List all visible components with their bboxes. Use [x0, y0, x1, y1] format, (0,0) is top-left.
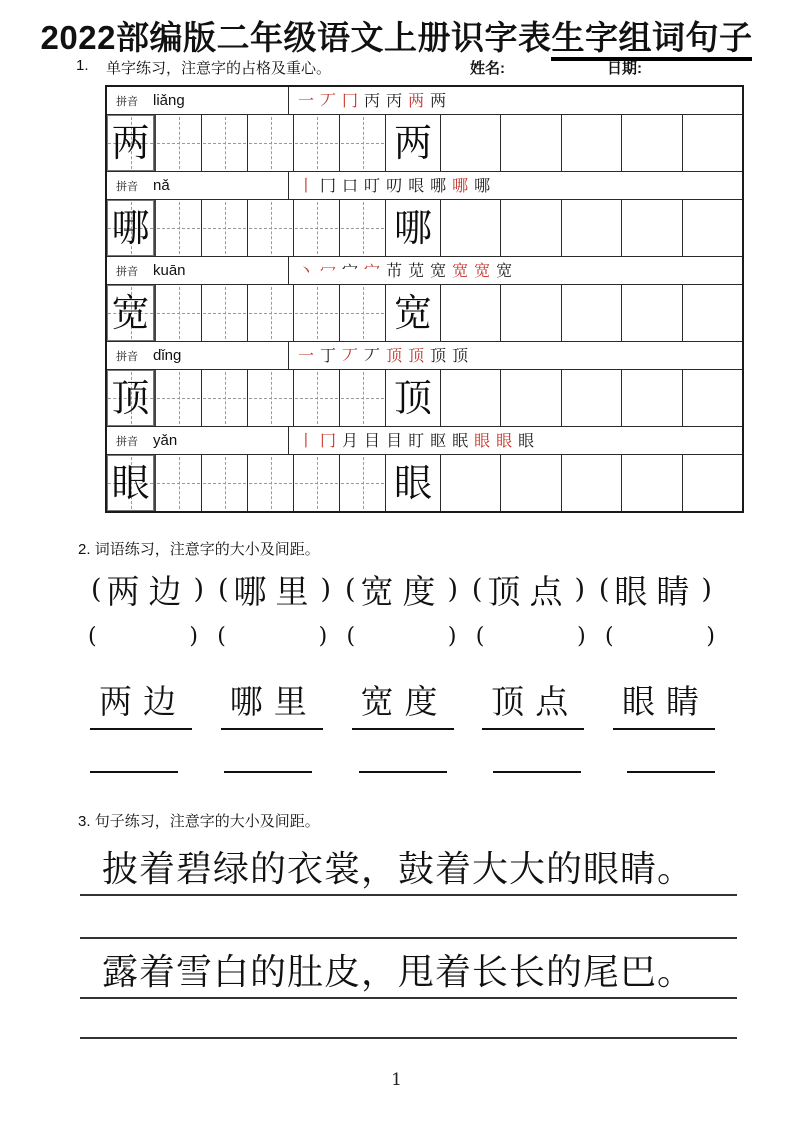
pinyin-row [107, 172, 742, 200]
pinyin-cell [107, 172, 289, 199]
stroke-glyph: 一 [298, 90, 315, 110]
word-item [342, 566, 461, 613]
pinyin-value: kuān [153, 262, 186, 279]
stroke-glyph: 两 [430, 90, 447, 110]
char-group [107, 172, 742, 257]
model-char-cell-2 [386, 455, 441, 511]
stroke-order [289, 87, 742, 114]
section1-number: 1. [76, 57, 89, 74]
close-paren: ) [701, 574, 712, 605]
open-paren: ( [605, 624, 614, 649]
word-text: 宽度 [360, 572, 445, 611]
stroke-glyph: 叨 [386, 175, 403, 195]
open-paren: ( [471, 574, 483, 605]
pinyin-row [107, 342, 742, 370]
stroke-glyph: 冖 [320, 260, 337, 280]
empty-cell [441, 200, 501, 256]
trace-cell [202, 115, 248, 171]
stroke-glyph: 哪 [430, 175, 447, 195]
stroke-glyph: 丙 [364, 90, 381, 110]
empty-cell [501, 285, 561, 341]
section3-number: 3. [78, 813, 91, 830]
model-char-cell-2 [386, 285, 441, 341]
word-item [596, 566, 715, 613]
stroke-glyph: 眼 [518, 430, 535, 450]
empty-cell [562, 200, 622, 256]
stroke-order [289, 342, 742, 369]
model-char: 顶 [111, 376, 150, 420]
blank-parens [605, 624, 715, 649]
trace-cell [248, 285, 294, 341]
pinyin-cell [107, 257, 289, 284]
word-item [215, 566, 334, 613]
pinyin-label: 拼音 [116, 180, 138, 193]
stroke-glyph: 宽 [474, 260, 491, 280]
empty-cell [683, 200, 742, 256]
model-char: 眼 [393, 461, 432, 505]
char-group [107, 342, 742, 427]
stroke-glyph: 丨 [298, 175, 315, 195]
name-label: 姓名: [470, 60, 505, 77]
empty-cell [683, 115, 742, 171]
stroke-glyph: 哪 [474, 175, 491, 195]
pinyin-value: nǎ [153, 177, 170, 194]
trace-cell [202, 455, 248, 511]
blank-word-lines-row [90, 770, 715, 773]
trace-cell [202, 370, 248, 426]
underlined-word: 哪里 [221, 676, 323, 730]
open-paren: ( [475, 624, 485, 649]
pinyin-cell [107, 342, 289, 369]
page-number: 1 [391, 1070, 402, 1090]
open-paren: ( [598, 574, 610, 605]
model-char-cell [107, 455, 156, 511]
sentence-text: 披着碧绿的衣裳，鼓着大大的眼睛。 [102, 849, 695, 891]
model-char: 两 [111, 121, 150, 165]
section2-title: 词语练习，注意字的大小及间距。 [94, 541, 320, 558]
pinyin-cell [107, 87, 289, 114]
empty-cell [441, 115, 501, 171]
trace-cell [294, 370, 340, 426]
blank-parens [217, 624, 327, 649]
word-text: 顶点 [487, 572, 572, 611]
stroke-glyph: 宽 [452, 260, 469, 280]
word-text: 眼睛 [614, 572, 699, 611]
stroke-glyph: 月 [342, 430, 359, 450]
stroke-glyph: 芇 [386, 260, 403, 280]
empty-cell [501, 370, 561, 426]
trace-cell [156, 285, 202, 341]
empty-cell [441, 370, 501, 426]
trace-cell [340, 285, 386, 341]
trace-cell [248, 115, 294, 171]
blank-sentence-line [80, 936, 737, 939]
section3-title: 句子练习，注意字的大小及间距。 [94, 813, 320, 830]
close-paren: ) [318, 624, 328, 649]
trace-cell [340, 370, 386, 426]
stroke-glyph: 冂 [342, 90, 359, 110]
pinyin-label: 拼音 [116, 435, 138, 448]
trace-cell [340, 200, 386, 256]
pinyin-cell [107, 427, 289, 454]
underlined-word: 顶点 [482, 676, 584, 730]
trace-cell [248, 370, 294, 426]
stroke-glyph: 哪 [452, 175, 469, 195]
stroke-glyph: 目 [364, 430, 381, 450]
empty-cell [501, 455, 561, 511]
stroke-glyph: 盯 [408, 430, 425, 450]
section1-title: 单字练习，注意字的占格及重心。 [106, 60, 332, 77]
section2-number: 2. [78, 541, 91, 558]
stroke-glyph: 丆 [364, 345, 381, 365]
pinyin-label: 拼音 [116, 350, 138, 363]
section3-heading [78, 810, 320, 831]
word-text: 哪里 [233, 572, 318, 611]
stroke-order [289, 427, 742, 454]
stroke-glyph: 顶 [408, 345, 425, 365]
model-char: 哪 [111, 206, 150, 250]
model-char-cell [107, 200, 156, 256]
stroke-glyph: 眼 [496, 430, 513, 450]
underlined-word: 眼睛 [613, 676, 715, 730]
stroke-glyph: 苋 [408, 260, 425, 280]
empty-cell [683, 285, 742, 341]
sentence-text: 露着雪白的肚皮，甩着长长的尾巴。 [102, 952, 695, 994]
stroke-glyph: 丨 [298, 430, 315, 450]
blank-line [90, 770, 178, 773]
underlined-words-row [90, 676, 715, 730]
trace-cell [294, 115, 340, 171]
empty-cell [501, 115, 561, 171]
model-char-cell [107, 370, 156, 426]
empty-cell [562, 285, 622, 341]
underlined-word: 两边 [90, 676, 192, 730]
open-paren: ( [344, 574, 356, 605]
empty-cell [622, 370, 682, 426]
model-char: 宽 [111, 291, 150, 335]
trace-cell [248, 200, 294, 256]
close-paren: ) [706, 624, 715, 649]
trace-cell [202, 285, 248, 341]
pinyin-value: yǎn [153, 432, 178, 449]
stroke-glyph: 两 [408, 90, 425, 110]
stroke-glyph: 顶 [386, 345, 403, 365]
empty-cell [622, 455, 682, 511]
stroke-glyph: 冂 [320, 175, 337, 195]
model-char: 两 [393, 121, 432, 165]
model-char-cell-2 [386, 200, 441, 256]
stroke-glyph: 哏 [408, 175, 425, 195]
char-group [107, 257, 742, 342]
close-paren: ) [577, 624, 586, 649]
trace-cell [156, 455, 202, 511]
pinyin-row [107, 257, 742, 285]
word-examples-row [88, 566, 715, 613]
close-paren: ) [447, 624, 457, 649]
practice-row [107, 115, 742, 172]
pinyin-label: 拼音 [116, 265, 138, 278]
section1-header [0, 57, 793, 77]
model-char-cell-2 [386, 370, 441, 426]
stroke-glyph: 眍 [430, 430, 447, 450]
empty-cell [683, 370, 742, 426]
stroke-glyph: 冂 [320, 430, 337, 450]
section2-heading [78, 538, 320, 559]
empty-cell [562, 455, 622, 511]
trace-cell [340, 115, 386, 171]
blank-parens [347, 624, 457, 649]
page-title-main: 2022部编版二年级语文上册识字表 [40, 19, 552, 56]
model-char: 宽 [393, 291, 432, 335]
char-group [107, 87, 742, 172]
blank-line [359, 770, 447, 773]
char-group [107, 427, 742, 511]
stroke-glyph: 丆 [342, 345, 359, 365]
pinyin-row [107, 427, 742, 455]
empty-cell [562, 115, 622, 171]
model-char-cell [107, 115, 156, 171]
stroke-glyph: 丶 [298, 260, 315, 280]
close-paren: ) [193, 574, 205, 605]
practice-row [107, 455, 742, 511]
empty-cell [622, 200, 682, 256]
close-paren: ) [447, 574, 459, 605]
stroke-glyph: 顶 [430, 345, 447, 365]
empty-cell [683, 455, 742, 511]
stroke-order [289, 172, 742, 199]
blank-line [224, 770, 312, 773]
stroke-glyph: 眠 [452, 430, 469, 450]
stroke-order [289, 257, 742, 284]
sentence-line [80, 840, 737, 896]
open-paren: ( [91, 574, 102, 605]
blank-line [493, 770, 581, 773]
stroke-glyph: 丁 [320, 345, 337, 365]
stroke-glyph: 宀 [342, 260, 359, 280]
pinyin-value: dǐng [153, 347, 182, 364]
open-paren: ( [88, 624, 97, 649]
empty-cell [441, 455, 501, 511]
empty-cell [501, 200, 561, 256]
stroke-glyph: 目 [386, 430, 403, 450]
empty-cell [562, 370, 622, 426]
close-paren: ) [574, 574, 585, 605]
character-practice-table [105, 85, 744, 513]
stroke-glyph: 叮 [364, 175, 381, 195]
practice-row [107, 200, 742, 257]
trace-cell [248, 455, 294, 511]
stroke-glyph: 口 [342, 175, 359, 195]
empty-cell [622, 115, 682, 171]
date-label: 日期: [607, 60, 642, 77]
pinyin-row [107, 87, 742, 115]
practice-row [107, 370, 742, 427]
pinyin-value: liǎng [153, 92, 185, 109]
stroke-glyph: 宀 [364, 260, 381, 280]
empty-cell [622, 285, 682, 341]
pinyin-label: 拼音 [116, 95, 138, 108]
model-char: 顶 [393, 376, 432, 420]
close-paren: ) [189, 624, 198, 649]
stroke-glyph: 丙 [386, 90, 403, 110]
model-char: 眼 [111, 461, 150, 505]
word-item [469, 566, 588, 613]
stroke-glyph: 顶 [452, 345, 469, 365]
empty-cell [441, 285, 501, 341]
trace-cell [294, 455, 340, 511]
blank-sentence-line [80, 1036, 737, 1039]
trace-cell [294, 200, 340, 256]
blank-line [627, 770, 715, 773]
underlined-word: 宽度 [352, 676, 454, 730]
model-char-cell [107, 285, 156, 341]
close-paren: ) [320, 574, 332, 605]
open-paren: ( [217, 624, 226, 649]
blank-parens [88, 624, 198, 649]
trace-cell [202, 200, 248, 256]
page-title-underlined: 生字组词句子 [551, 19, 752, 61]
trace-cell [156, 200, 202, 256]
word-item [88, 566, 207, 613]
page-title [0, 12, 793, 59]
stroke-glyph: 丆 [320, 90, 337, 110]
trace-cell [340, 455, 386, 511]
stroke-glyph: 宽 [430, 260, 447, 280]
sentence-line [80, 943, 737, 999]
word-text: 两边 [106, 572, 191, 611]
model-char: 哪 [393, 206, 432, 250]
trace-cell [294, 285, 340, 341]
practice-row [107, 285, 742, 342]
trace-cell [156, 115, 202, 171]
blank-parens-row [88, 624, 715, 649]
open-paren: ( [346, 624, 356, 649]
blank-parens [476, 624, 586, 649]
stroke-glyph: 宽 [496, 260, 513, 280]
trace-cell [156, 370, 202, 426]
stroke-glyph: 眼 [474, 430, 491, 450]
stroke-glyph: 一 [298, 345, 315, 365]
open-paren: ( [217, 574, 229, 605]
model-char-cell-2 [386, 115, 441, 171]
